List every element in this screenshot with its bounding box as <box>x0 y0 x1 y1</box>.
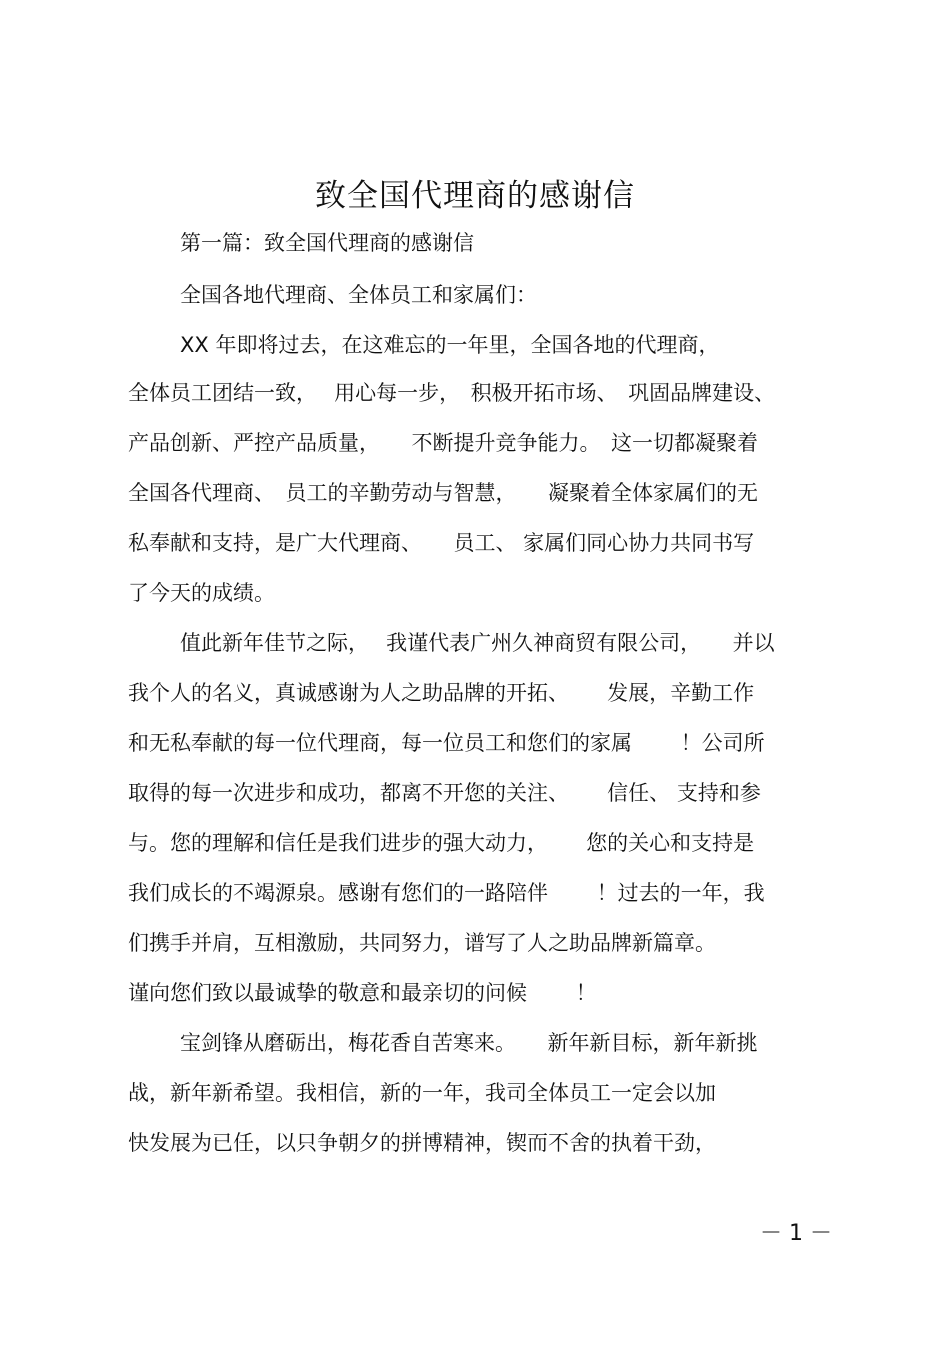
paragraph-line: 我个人的名义，真诚感谢为人之助品牌的开拓、 发展，辛勤工作 <box>128 681 755 705</box>
paragraph-line: 谨向您们致以最诚挚的敬意和最亲切的问候 ！ <box>128 981 597 1005</box>
paragraph-line: 快发展为已任，以只争朝夕的拼博精神，锲而不舍的执着干劲， <box>128 1131 716 1155</box>
paragraph-line: 战，新年新希望。我相信，新的一年，我司全体员工一定会以加 <box>128 1081 716 1105</box>
paragraph-line: 全体员工团结一致， 用心每一步， 积极开拓市场、 巩固品牌建设、 <box>128 381 776 405</box>
page-number: － 1 － <box>760 1221 832 1246</box>
section-heading: 第一篇：致全国代理商的感谢信 <box>180 231 474 255</box>
paragraph-line: 取得的每一次进步和成功，都离不开您的关注、 信任、 支持和参 <box>128 781 761 805</box>
paragraph-line: 宝剑锋从磨砺出，梅花香自苦寒来。 新年新目标，新年新挑 <box>180 1031 758 1055</box>
salutation: 全国各地代理商、全体员工和家属们： <box>180 283 537 307</box>
paragraph-line: 了今天的成绩。 <box>128 581 275 605</box>
paragraph-line: 值此新年佳节之际， 我谨代表广州久神商贸有限公司， 并以 <box>180 631 775 655</box>
paragraph-line: 私奉献和支持，是广大代理商、 员工、 家属们同心协力共同书写 <box>128 531 755 555</box>
paragraph-line: 全国各代理商、 员工的辛勤劳动与智慧， 凝聚着全体家属们的无 <box>128 481 758 505</box>
paragraph-line: 产品创新、严控产品质量， 不断提升竞争能力。 这一切都凝聚着 <box>128 431 758 455</box>
paragraph-line: 们携手并肩，互相激励，共同努力，谱写了人之助品牌新篇章。 <box>128 931 716 955</box>
paragraph-line: 与。您的理解和信任是我们进步的强大动力， 您的关心和支持是 <box>128 831 755 855</box>
paragraph-line: 和无私奉献的每一位代理商，每一位员工和您们的家属 ！公司所 <box>128 731 765 755</box>
paragraph-line: XX 年即将过去，在这难忘的一年里，全国各地的代理商， <box>180 333 720 357</box>
document-title: 致全国代理商的感谢信 <box>315 178 635 214</box>
paragraph-line: 我们成长的不竭源泉。感谢有您们的一路陪伴 ！过去的一年，我 <box>128 881 765 905</box>
